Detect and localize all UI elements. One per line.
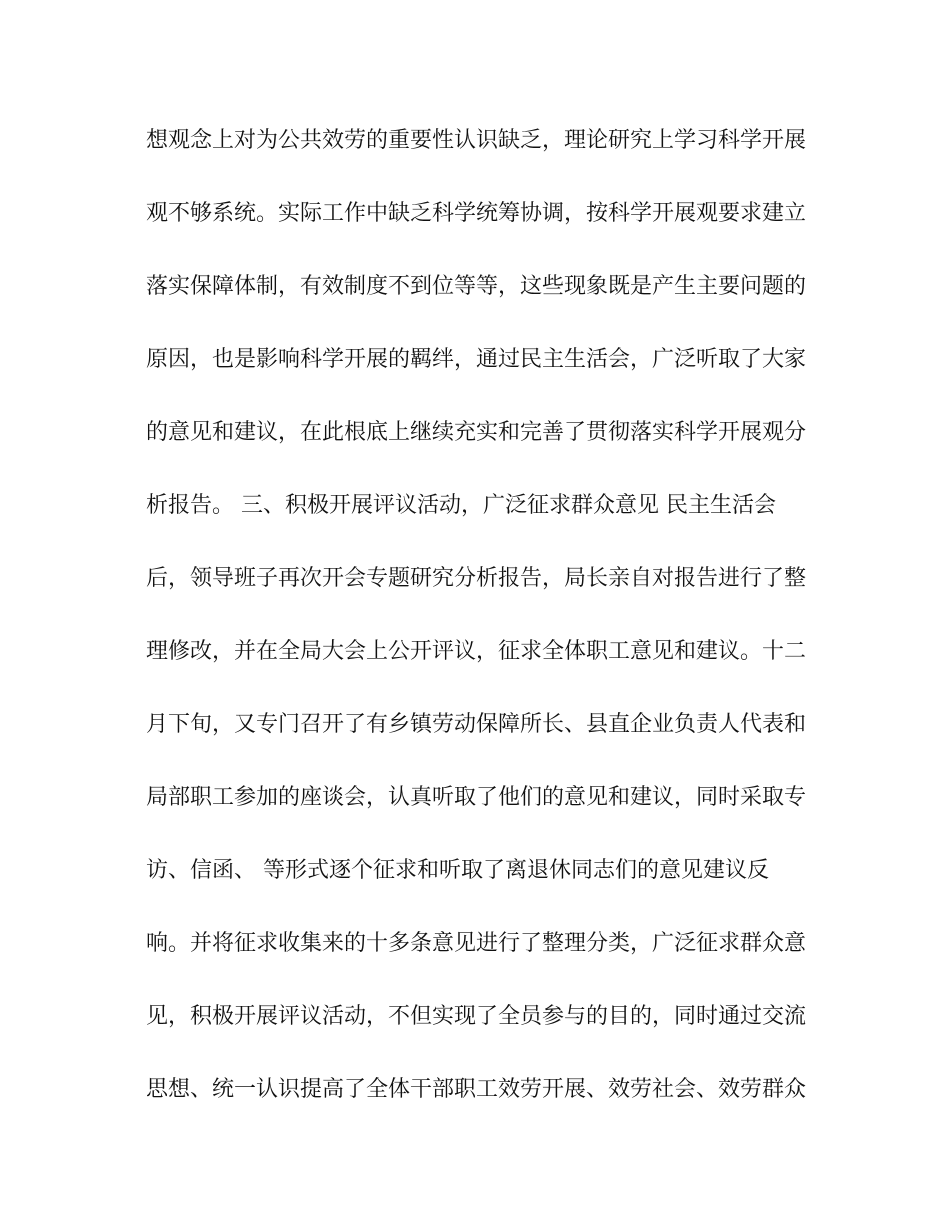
text-line-4: 原因，也是影响科学开展的羁绊，通过民主生活会，广泛听取了大家: [146, 347, 806, 372]
text-line-11: 访、信函、 等形式逐个征求和听取了离退休同志们的意见建议反: [146, 858, 769, 883]
text-line-6: 析报告。 三、积极开展评议活动，广泛征求群众意见 民主生活会: [146, 493, 776, 518]
text-line-3: 落实保障体制，有效制度不到位等等，这些现象既是产生主要问题的: [146, 274, 806, 299]
text-line-7: 后，领导班子再次开会专题研究分析报告，局长亲自对报告进行了整: [146, 566, 806, 591]
text-line-9: 月下旬，又专门召开了有乡镇劳动保障所长、县直企业负责人代表和: [146, 712, 806, 737]
text-line-12: 响。并将征求收集来的十多条意见进行了整理分类，广泛征求群众意: [146, 931, 806, 956]
text-line-8: 理修改，并在全局大会上公开评议，征求全体职工意见和建议。十二: [146, 639, 806, 664]
text-line-2: 观不够系统。实际工作中缺乏科学统筹协调，按科学开展观要求建立: [146, 201, 806, 226]
text-line-13: 见，积极开展评议活动，不但实现了全员参与的目的，同时通过交流: [146, 1004, 806, 1029]
text-line-1: 想观念上对为公共效劳的重要性认识缺乏，理论研究上学习科学开展: [146, 128, 806, 153]
text-line-10: 局部职工参加的座谈会，认真听取了他们的意见和建议，同时采取专: [146, 785, 806, 810]
text-line-5: 的意见和建议，在此根底上继续充实和完善了贯彻落实科学开展观分: [146, 420, 806, 445]
text-line-14: 思想、统一认识提高了全体干部职工效劳开展、效劳社会、效劳群众: [146, 1077, 806, 1102]
